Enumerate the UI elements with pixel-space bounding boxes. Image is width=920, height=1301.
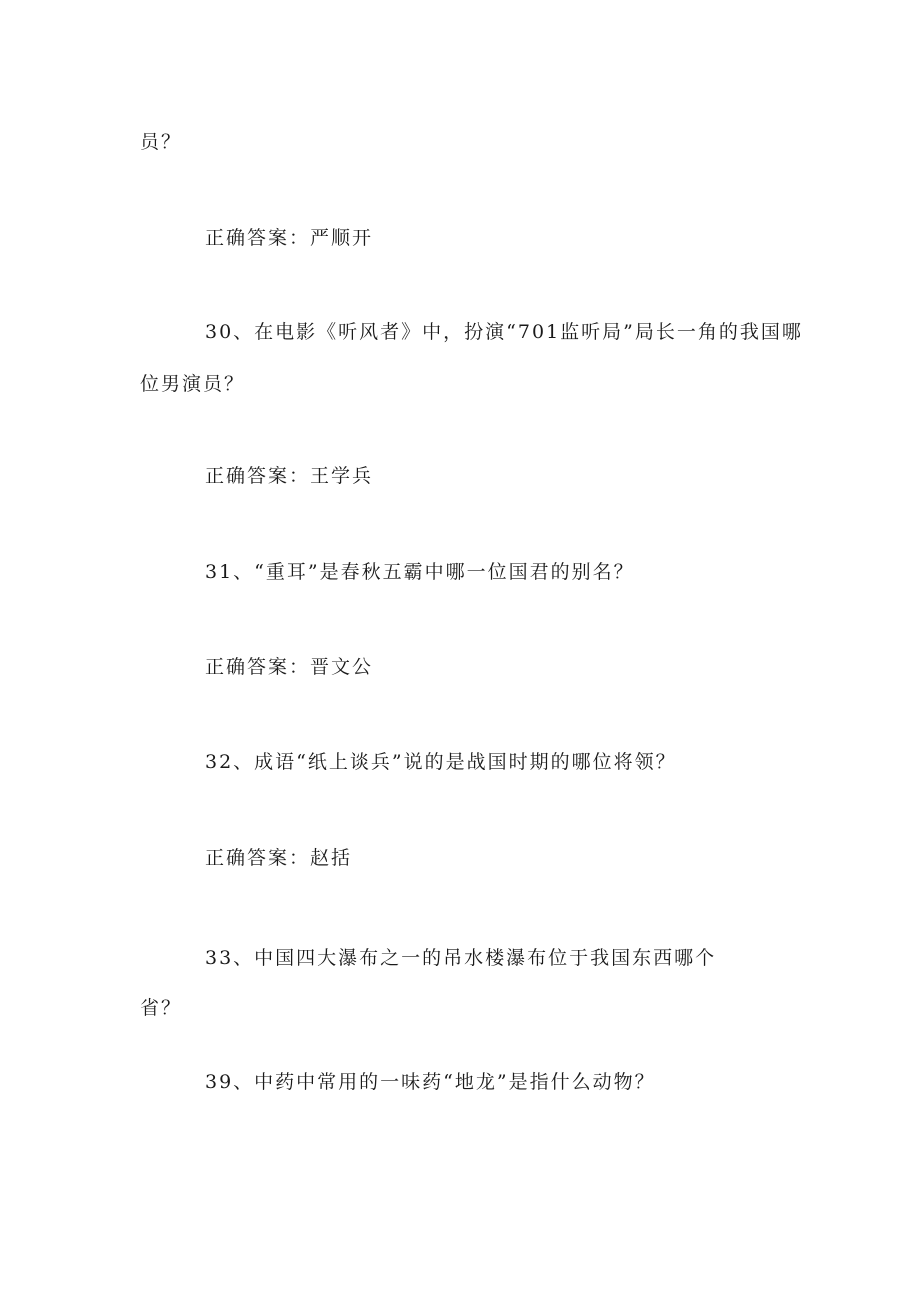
answer-31: 正确答案：晋文公 (205, 656, 374, 678)
question-30-line2: 位男演员？ (140, 373, 246, 395)
continuation-text: 员？ (140, 131, 183, 153)
question-32: 32、成语“纸上谈兵”说的是战国时期的哪位将领？ (205, 751, 677, 773)
answer-29: 正确答案：严顺开 (205, 227, 374, 249)
question-30-line1: 30、在电影《听风者》中，扮演“701监听局”局长一角的我国哪 (205, 321, 803, 343)
question-33-line2: 省？ (140, 997, 183, 1019)
answer-30: 正确答案：王学兵 (205, 465, 374, 487)
question-33-line1: 33、中国四大瀑布之一的吊水楼瀑布位于我国东西哪个 (205, 947, 717, 969)
question-39: 39、中药中常用的一味药“地龙”是指什么动物？ (205, 1071, 656, 1093)
answer-32: 正确答案：赵括 (205, 847, 353, 869)
question-31: 31、“重耳”是春秋五霸中哪一位国君的别名？ (205, 561, 635, 583)
